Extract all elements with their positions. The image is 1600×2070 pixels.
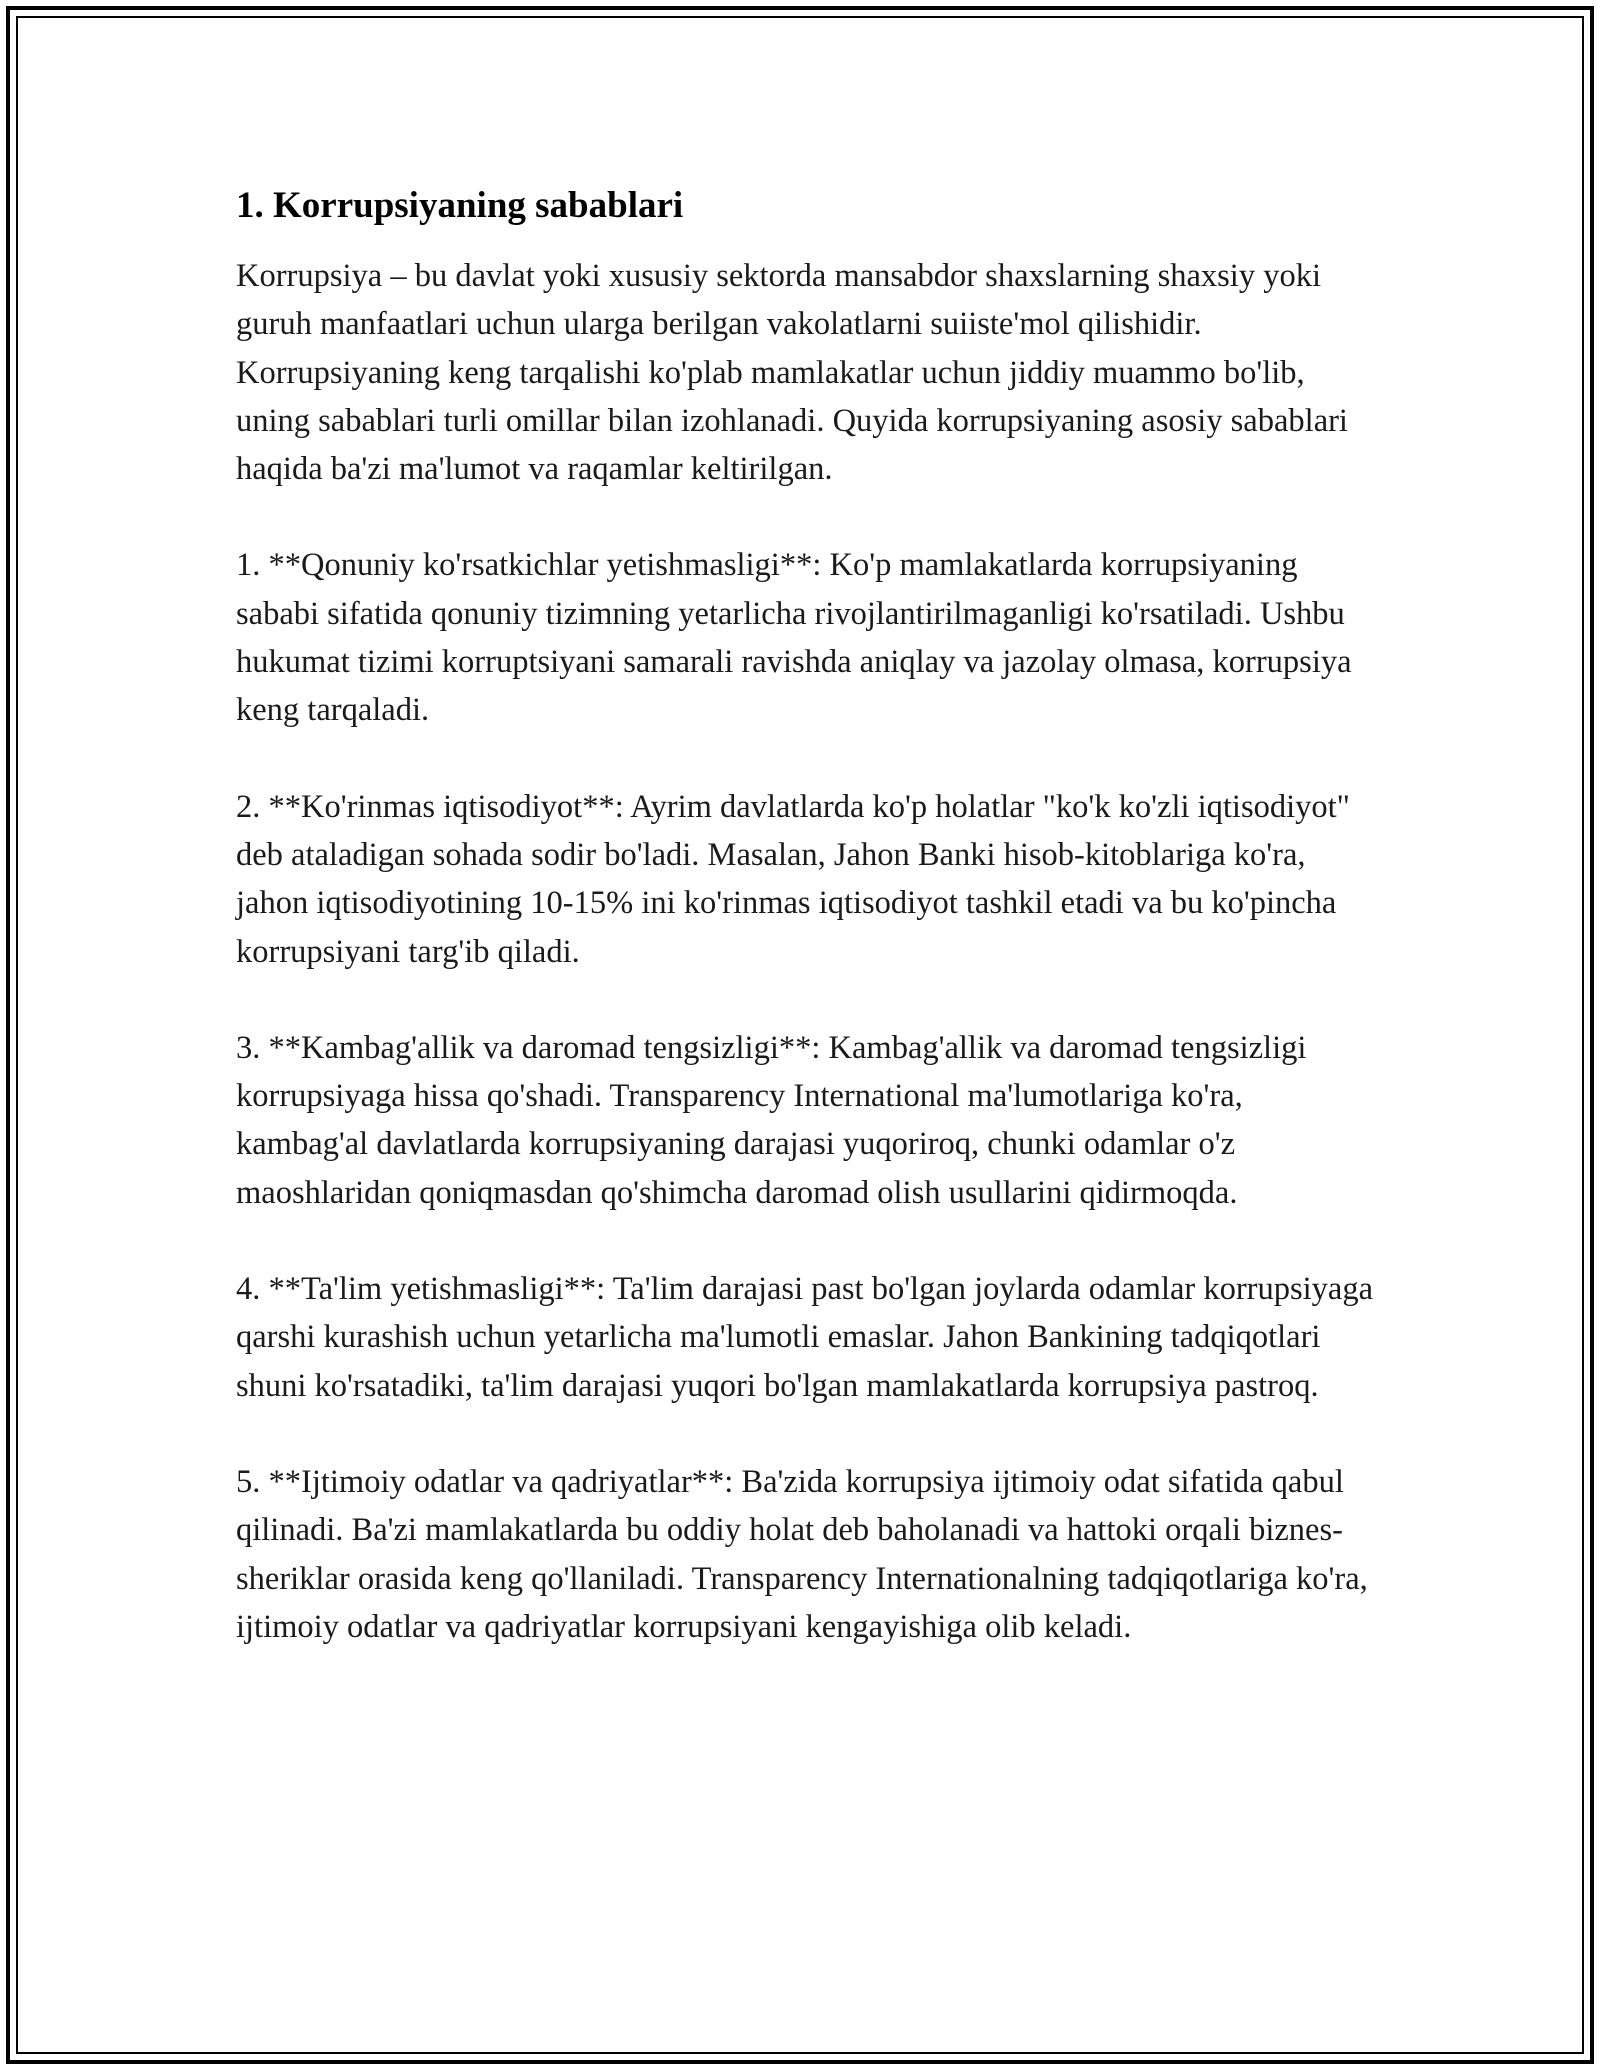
- document-title: 1. Korrupsiyaning sabablari: [236, 185, 684, 226]
- list-item-1: 1. **Qonuniy ko'rsatkichlar yetishmasligi**: Ko'p mamlakatlarda korrupsiyaning sababi sifatida qonuniy tizimning yetarlicha rivojlantirilmaganligi ko'rsatiladi. Ushbu hukumat tizimi korruptsiyani samarali ravishda aniqlay va jazolay olmasa, korrupsiya keng tarqaladi.: [236, 547, 1352, 729]
- list-item-5: 5. **Ijtimoiy odatlar va qadriyatlar**: Ba'zida korrupsiya ijtimoiy odat sifatida qabul qilinadi. Ba'zi mamlakatlarda bu oddiy holat deb baholanadi va hattoki orqali biznes-sheriklar orasida keng qo'llaniladi. Transparency Internationalning tadqiqotlariga ko'ra, ijtimoiy odatlar va qadriyatlar korrupsiyani kengayishiga olib keladi.: [236, 1463, 1368, 1645]
- list-item-2: 2. **Ko'rinmas iqtisodiyot**: Ayrim davlatlarda ko'p holatlar "ko'k ko'zli iqtisodiyot" deb ataladigan sohada sodir bo'ladi. Masalan, Jahon Banki hisob-kitoblariga ko'ra, jahon iqtisodiyotining 10-15% ini ko'rinmas iqtisodiyot tashkil etadi va bu ko'pincha korrupsiyani targ'ib qiladi.: [236, 788, 1350, 970]
- list-item-3: 3. **Kambag'allik va daromad tengsizligi**: Kambag'allik va daromad tengsizligi korrupsiyaga hissa qo'shadi. Transparency International ma'lumotlariga ko'ra, kambag'al davlatlarda korrupsiyaning darajasi yuqoriroq, chunki odamlar o'z maoshlaridan qoniqmasdan qo'shimcha daromad olish usullarini qidirmoqda.: [236, 1029, 1307, 1211]
- list-item-4: 4. **Ta'lim yetishmasligi**: Ta'lim darajasi past bo'lgan joylarda odamlar korrupsiyaga qarshi kurashish uchun yetarlicha ma'lumotli emaslar. Jahon Bankining tadqiqotlari shuni ko'rsatadiki, ta'lim darajasi yuqori bo'lgan mamlakatlarda korrupsiya pastroq.: [236, 1271, 1374, 1404]
- intro-paragraph: Korrupsiya – bu davlat yoki xususiy sektorda mansabdor shaxslarning shaxsiy yoki guruh manfaatlari uchun ularga berilgan vakolatlarni suiiste'mol qilishidir. Korrupsiyaning keng tarqalishi ko'plab mamlakatlar uchun jiddiy muammo bo'lib, uning sabablari turli omillar bilan izohlanadi. Quyida korrupsiyaning asosiy sabablari haqida ba'zi ma'lumot va raqamlar keltirilgan.: [236, 258, 1348, 488]
- document-body: [236, 182, 1376, 1651]
